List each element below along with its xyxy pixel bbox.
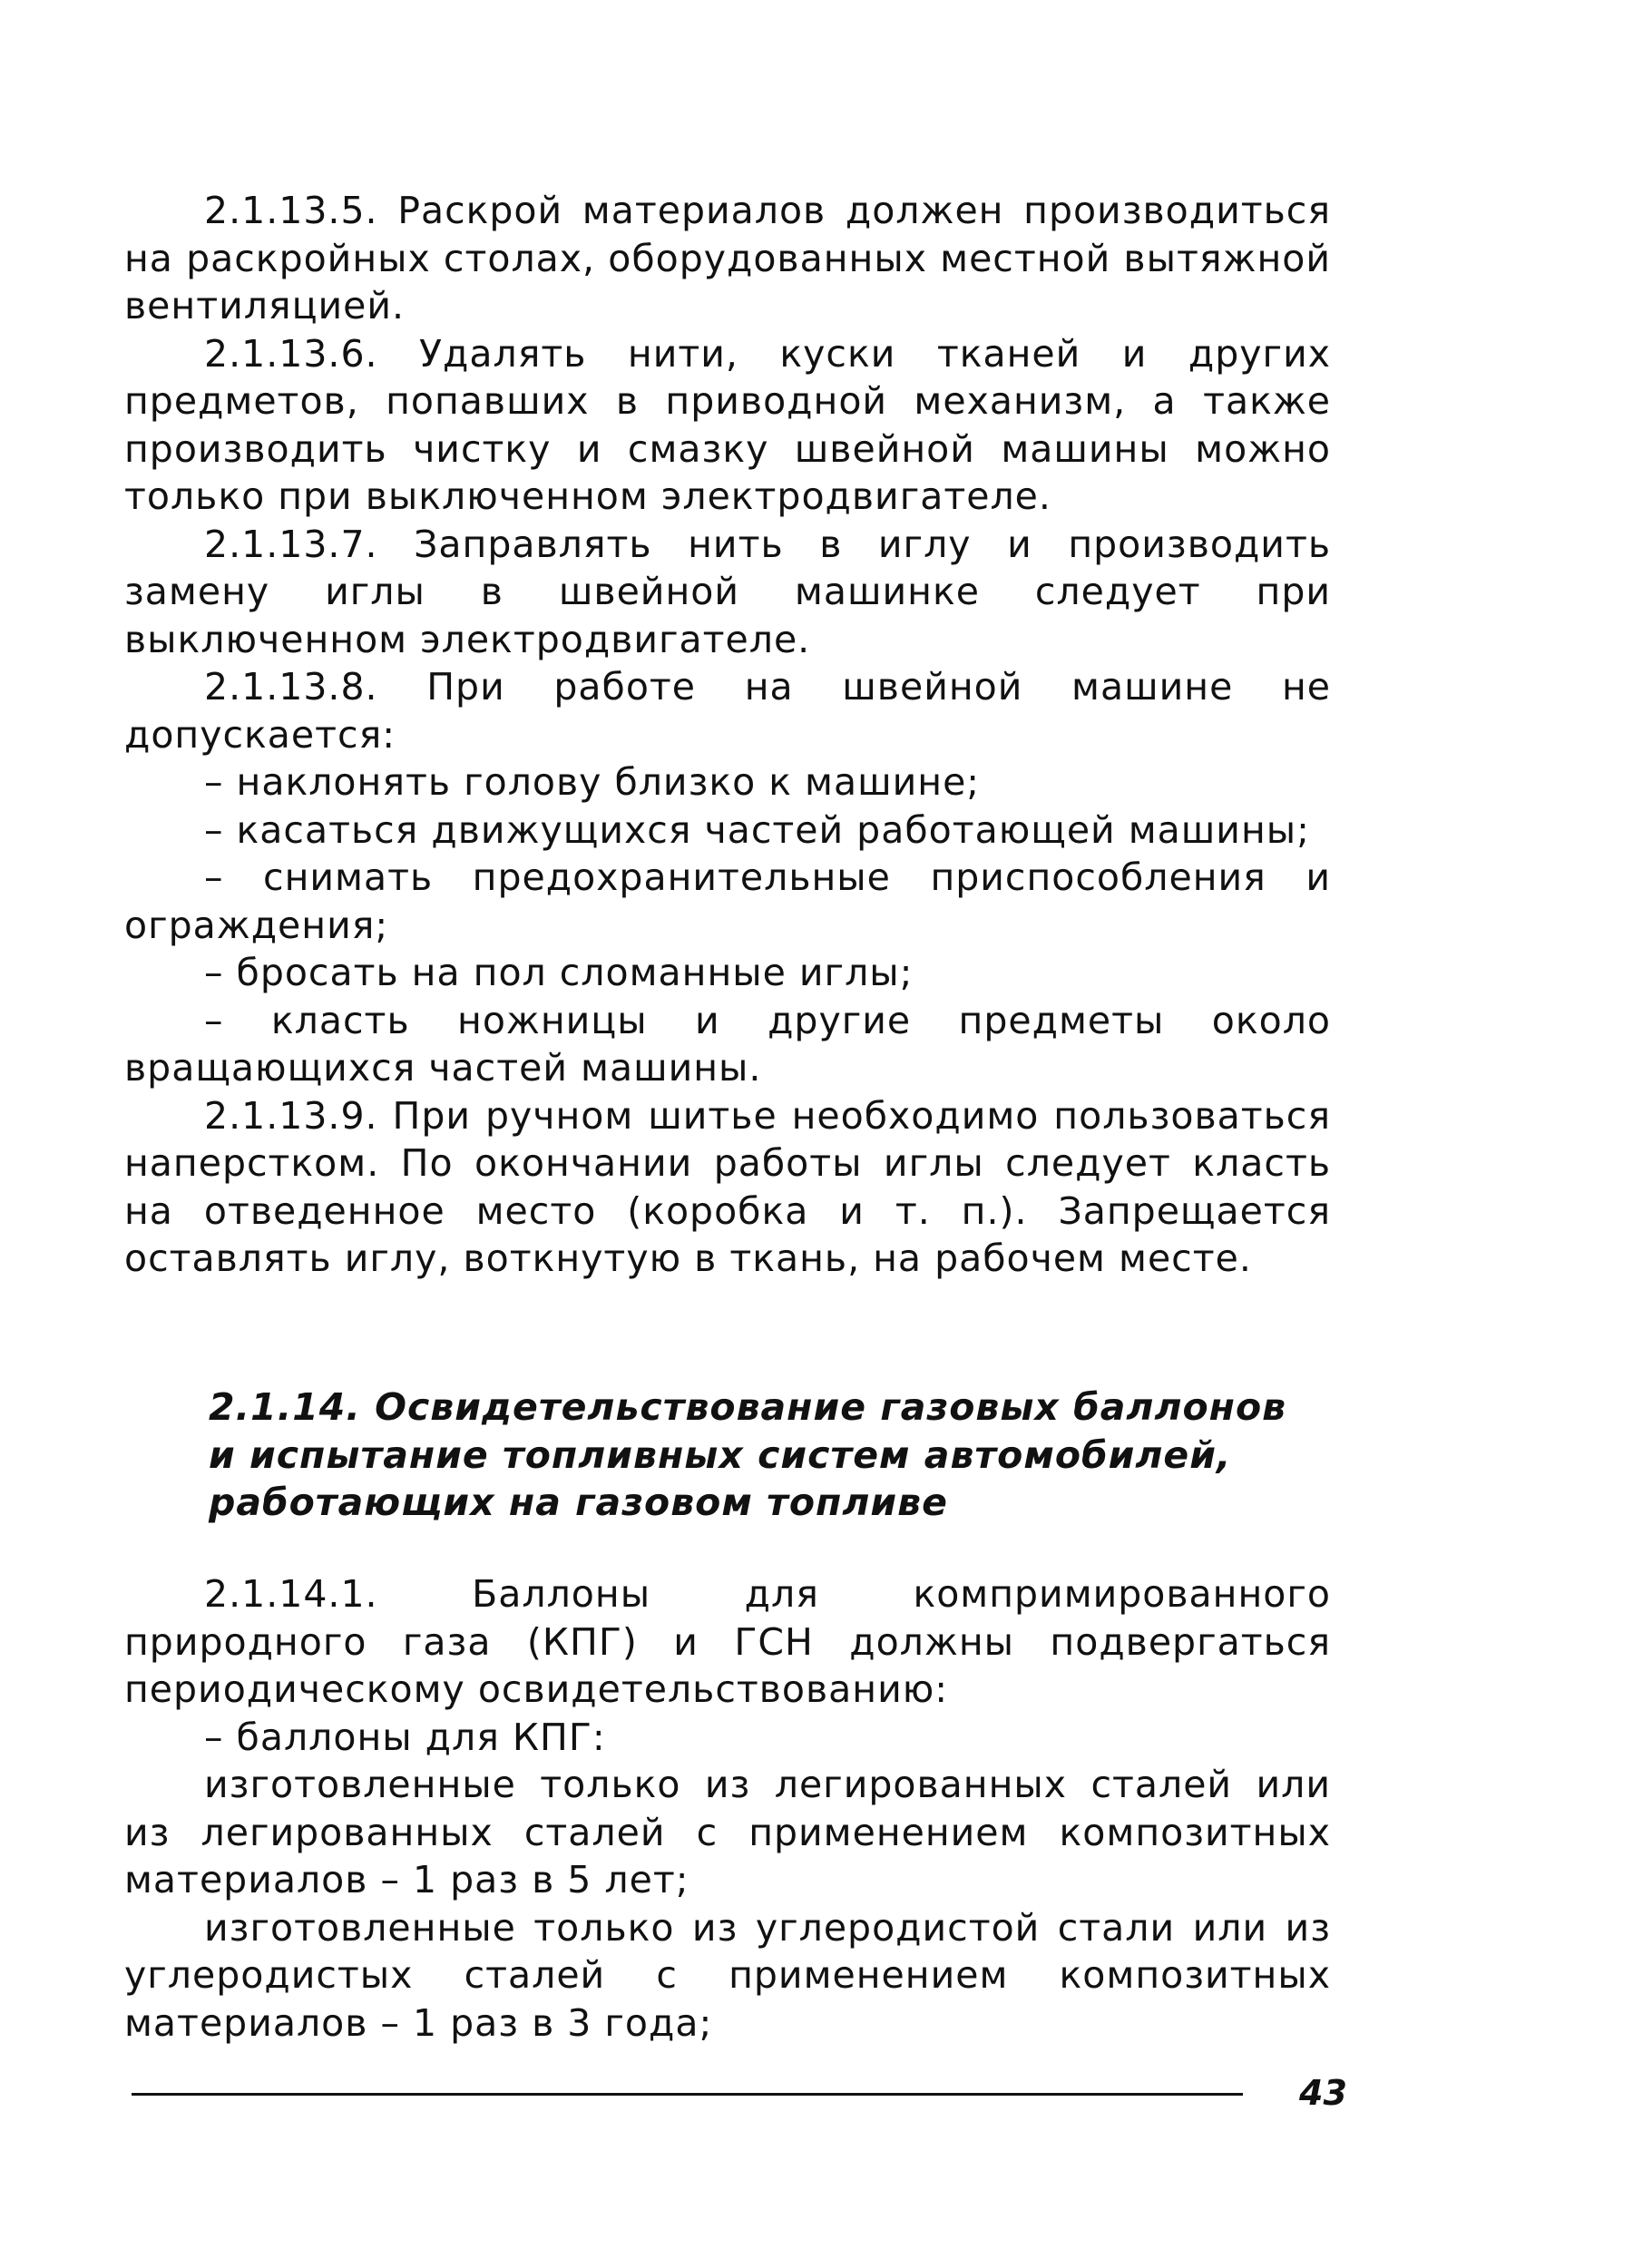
footer-rule <box>132 2093 1243 2096</box>
page-number: 43 <box>1299 2073 1347 2113</box>
section-heading <box>209 1383 1297 1527</box>
list-item: изготовленные только из легированных сталей или из легированных сталей с применением композитных материалов – 1 раз в 5 лет; <box>124 1763 1331 1901</box>
list-item: – касаться движущихся частей работающей машины; <box>204 807 1310 852</box>
body-text-bottom <box>124 1570 1331 2047</box>
list-item: – бросать на пол сломанные иглы; <box>204 951 914 994</box>
body-text-top <box>124 187 1331 1283</box>
paragraph-2-1-13-5: 2.1.13.5. Раскрой материалов должен производиться на раскройных столах, оборудованных местной вытяжной вентиляцией. <box>124 189 1331 327</box>
section-heading-line: и испытание топливных систем автомобилей, <box>209 1432 1232 1477</box>
section-heading-line: 2.1.14. Освидетельствование газовых баллонов <box>209 1385 1287 1429</box>
list-item: изготовленные только из углеродистой стали или из углеродистых сталей с применением композитных материалов – 1 раз в 3 года; <box>124 1905 1331 2045</box>
list-item: – класть ножницы и другие предметы около вращающихся частей машины. <box>124 998 1331 1090</box>
paragraph-2-1-13-8: 2.1.13.8. При работе на швейной машине не допускается: <box>124 665 1331 757</box>
list-item: – наклонять голову близко к машине; <box>204 760 981 804</box>
paragraph-2-1-13-6: 2.1.13.6. Удалять нити, куски тканей и других предметов, попавших в приводной механизм, а также производить чистку и смазку швейной машины можно только при выключенном электродвигателе. <box>124 331 1331 518</box>
paragraph-2-1-13-9: 2.1.13.9. При ручном шитье необходимо пользоваться наперстком. По окончании работы иглы следует класть на отведенное место (коробка и т. п.). Запрещается оставлять иглу, воткнутую в ткань, на рабочем месте. <box>124 1093 1331 1280</box>
section-heading-line: работающих на газовом топливе <box>209 1481 948 1524</box>
list-item: – снимать предохранительные приспособления и ограждения; <box>124 855 1331 947</box>
paragraph-2-1-13-7: 2.1.13.7. Заправлять нить в иглу и производить замену иглы в швейной машинке следует при выключенном электродвигателе. <box>124 522 1331 661</box>
list-item: – баллоны для КПГ: <box>204 1715 606 1759</box>
paragraph-2-1-14-1: 2.1.14.1. Баллоны для компримированного природного газа (КПГ) и ГСН должны подвергаться периодическому освидетельствованию: <box>124 1572 1331 1711</box>
